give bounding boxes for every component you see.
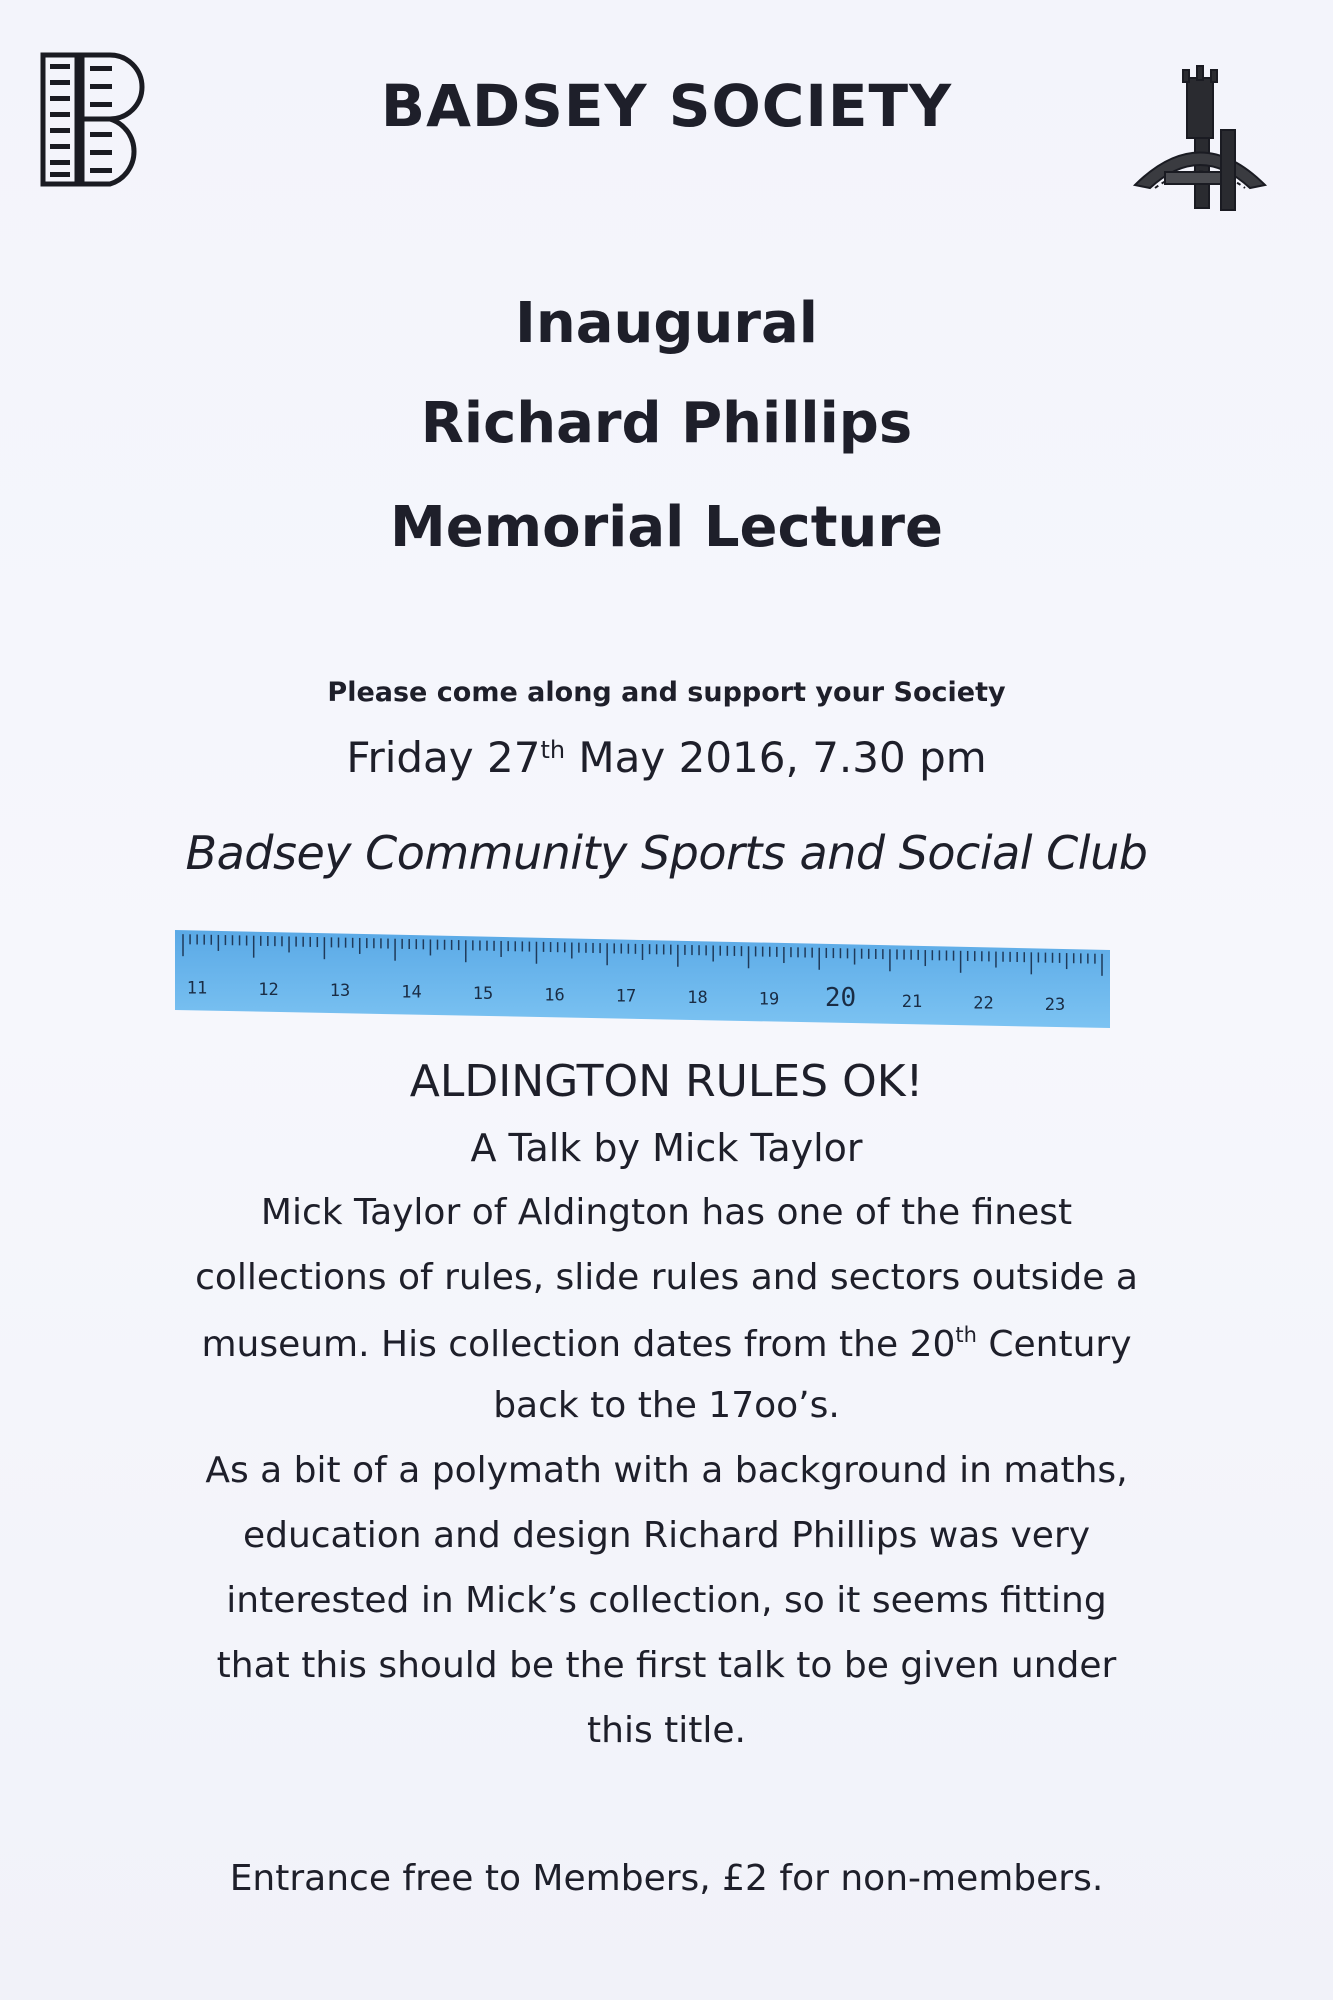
ruler-number: 23 [1044, 994, 1066, 1015]
talk-body-line: education and design Richard Phillips was very [242, 1515, 1091, 1556]
body-text: museum. His collection dates from the 20 [201, 1324, 956, 1365]
date-suffix: th [540, 736, 566, 764]
ruler-number: 22 [973, 993, 994, 1014]
church-tower-emblem-icon [1125, 60, 1275, 232]
ruler-number: 11 [186, 978, 208, 999]
talk-body-line: Mick Taylor of Aldington has one of the finest [260, 1192, 1073, 1233]
talk-body-line: back to the 17oo’s. [493, 1385, 840, 1426]
ruler-number: 19 [758, 989, 780, 1010]
ruler-number: 13 [329, 981, 351, 1002]
century-suffix: th [955, 1323, 977, 1347]
talk-body-line: As a bit of a polymath with a background in maths, [205, 1450, 1128, 1491]
lecture-line-inaugural: Inaugural [515, 291, 818, 356]
ruler-number: 12 [258, 979, 279, 1000]
talk-body-line: this title. [587, 1710, 746, 1751]
talk-body-line [0, 1325, 1333, 1363]
talk-body-line: interested in Mick’s collection, so it seems fitting [226, 1580, 1107, 1621]
ruler-number: 14 [401, 982, 422, 1003]
ruler-number: 21 [901, 992, 923, 1013]
ruler-number: 17 [615, 986, 637, 1007]
talk-title: ALDINGTON RULES OK! [409, 1056, 924, 1107]
century-rest: Century [976, 1324, 1132, 1365]
date-day: Friday 27 [346, 733, 541, 782]
date-rest: May 2016, 7.30 pm [565, 733, 987, 782]
ruler-image [175, 928, 1110, 1028]
lecture-line-memorial: Memorial Lecture [390, 495, 943, 560]
venue: Badsey Community Sports and Social Club [185, 826, 1148, 880]
talk-body-line: that this should be the first talk to be given under [216, 1645, 1117, 1686]
ruler-number: 15 [472, 983, 494, 1004]
talk-body-line: collections of rules, slide rules and sectors outside a [195, 1257, 1138, 1298]
ruler-number: 16 [544, 985, 565, 1006]
talk-speaker: A Talk by Mick Taylor [470, 1126, 863, 1170]
entrance-fee: Entrance free to Members, £2 for non-members. [229, 1858, 1104, 1899]
lecture-line-name: Richard Phillips [420, 391, 913, 456]
invite-text: Please come along and support your Society [327, 677, 1006, 708]
ruler-number: 18 [687, 988, 708, 1009]
society-title: BADSEY SOCIETY [380, 72, 953, 140]
event-datetime [0, 733, 1333, 782]
ruler-number: 20 [824, 982, 857, 1013]
